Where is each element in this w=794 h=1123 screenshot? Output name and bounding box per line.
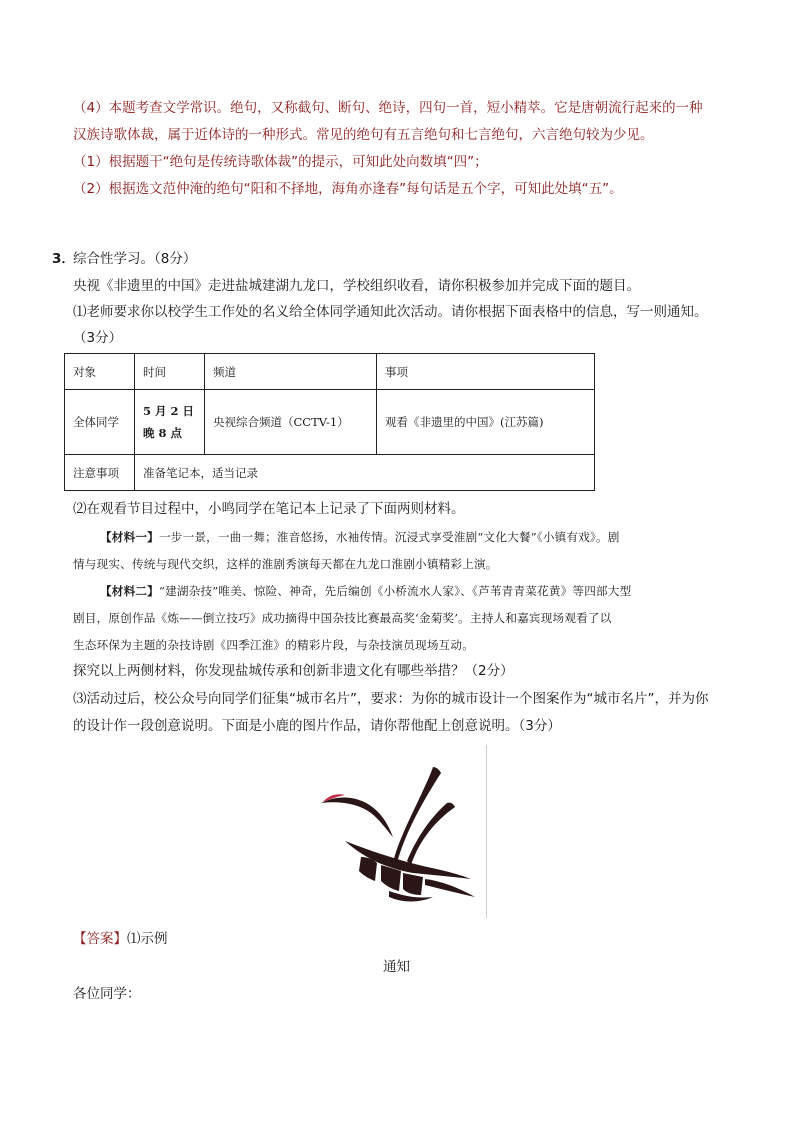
sub-question-3-line1: ⑶活动过后，校公众号向同学们征集“城市名片”，要求：为你的城市设计一个图案作为“城市名片”，并为你 <box>73 691 709 707</box>
notice-title: 通知 <box>383 959 410 975</box>
time-hour: 晚 8 点 <box>143 426 183 440</box>
table-cell-note-label: 注意事项 <box>65 455 135 491</box>
table-note-row <box>65 455 595 491</box>
material1-tag: 【材料一】 <box>100 530 159 544</box>
sub-question-3-line2: 的设计作一段创意说明。下面是小鹿的图片作品，请你帮他配上创意说明。（3分） <box>73 718 561 734</box>
question-number: 3． <box>52 251 75 267</box>
table-header-cell: 时间 <box>135 354 205 390</box>
table-cell-item: 观看《非遗里的中国》(江苏篇) <box>377 390 595 455</box>
material2-line1 <box>100 582 631 600</box>
answer4-line4: （2）根据选文范仲淹的绝句“阳和不择地，海角亦逢春”每句话是五个字，可知此处填“五”。 <box>73 181 623 197</box>
time-date: 5 月 2 日 <box>143 404 195 418</box>
answer-tag: 【答案】 <box>73 931 127 947</box>
notice-greeting: 各位同学： <box>73 986 141 1002</box>
question-intro: 央视《非遗里的中国》走进盐城建湖九龙口，学校组织收看，请你积极参加并完成下面的题目。 <box>73 278 640 294</box>
table-cell-time <box>135 390 205 455</box>
question-title: 综合性学习。（8分） <box>73 251 197 267</box>
answer-header <box>73 930 168 948</box>
table-header-cell: 对象 <box>65 354 135 390</box>
table-cell-channel: 央视综合频道（CCTV-1） <box>205 390 377 455</box>
city-card-logo-frame <box>305 745 487 918</box>
material1-line2: 情与现实、传统与现代交织，这样的淮剧秀演每天都在九龙口淮剧小镇精彩上演。 <box>73 557 498 571</box>
material1-line1 <box>100 528 620 546</box>
material2-line3: 生态环保为主题的杂技诗剧《四季江淮》的精彩片段，与杂技演员现场互动。 <box>73 638 474 652</box>
material1-text: 一步一景，一曲一舞；淮音悠扬，水袖传情。沉浸式享受淮剧“文化大餐”《小镇有戏》。剧 <box>158 530 620 544</box>
sub-question-1-line2: （3分） <box>73 330 123 346</box>
table-row <box>65 390 595 455</box>
answer4-line1: （4）本题考查文学常识。绝句，又称截句、断句、绝诗，四句一首，短小精萃。它是唐朝流行起来的一种 <box>73 100 703 116</box>
answer-example: ⑴示例 <box>127 931 168 947</box>
sub-question-2-question: 探究以上两侧材料，你发现盐城传承和创新非遗文化有哪些举措？（2分） <box>73 663 514 679</box>
material2-text: “建湖杂技”唯美、惊险、神奇，先后编创《小桥流水人家》、《芦苇青青菜花黄》等四部大型 <box>158 584 632 598</box>
table-header-row <box>65 354 595 390</box>
sub-question-2-intro: ⑵在观看节目过程中，小鸣同学在笔记本上记录了下面两则材料。 <box>73 501 465 517</box>
table-cell-note-value: 准备笔记本，适当记录 <box>135 455 595 491</box>
table-header-cell: 事项 <box>377 354 595 390</box>
activity-info-table <box>64 353 595 491</box>
crane-logo-icon <box>305 745 486 918</box>
table-header-cell: 频道 <box>205 354 377 390</box>
answer4-line3: （1）根据题干“绝句是传统诗歌体裁”的提示，可知此处向数填“四”； <box>73 154 488 170</box>
sub-question-1-line1: ⑴老师要求你以校学生工作处的名义给全体同学通知此次活动。请你根据下面表格中的信息，写一则通知。 <box>73 304 708 320</box>
material2-tag: 【材料二】 <box>100 584 159 598</box>
material2-line2: 剧目，原创作品《炼——倒立技巧》成功摘得中国杂技比赛最高奖‘金菊奖’。主持人和嘉宾现场观看了以 <box>73 611 612 625</box>
answer4-line2: 汉族诗歌体裁，属于近体诗的一种形式。常见的绝句有五言绝句和七言绝句，六言绝句较为少见。 <box>73 127 654 143</box>
table-cell-target: 全体同学 <box>65 390 135 455</box>
